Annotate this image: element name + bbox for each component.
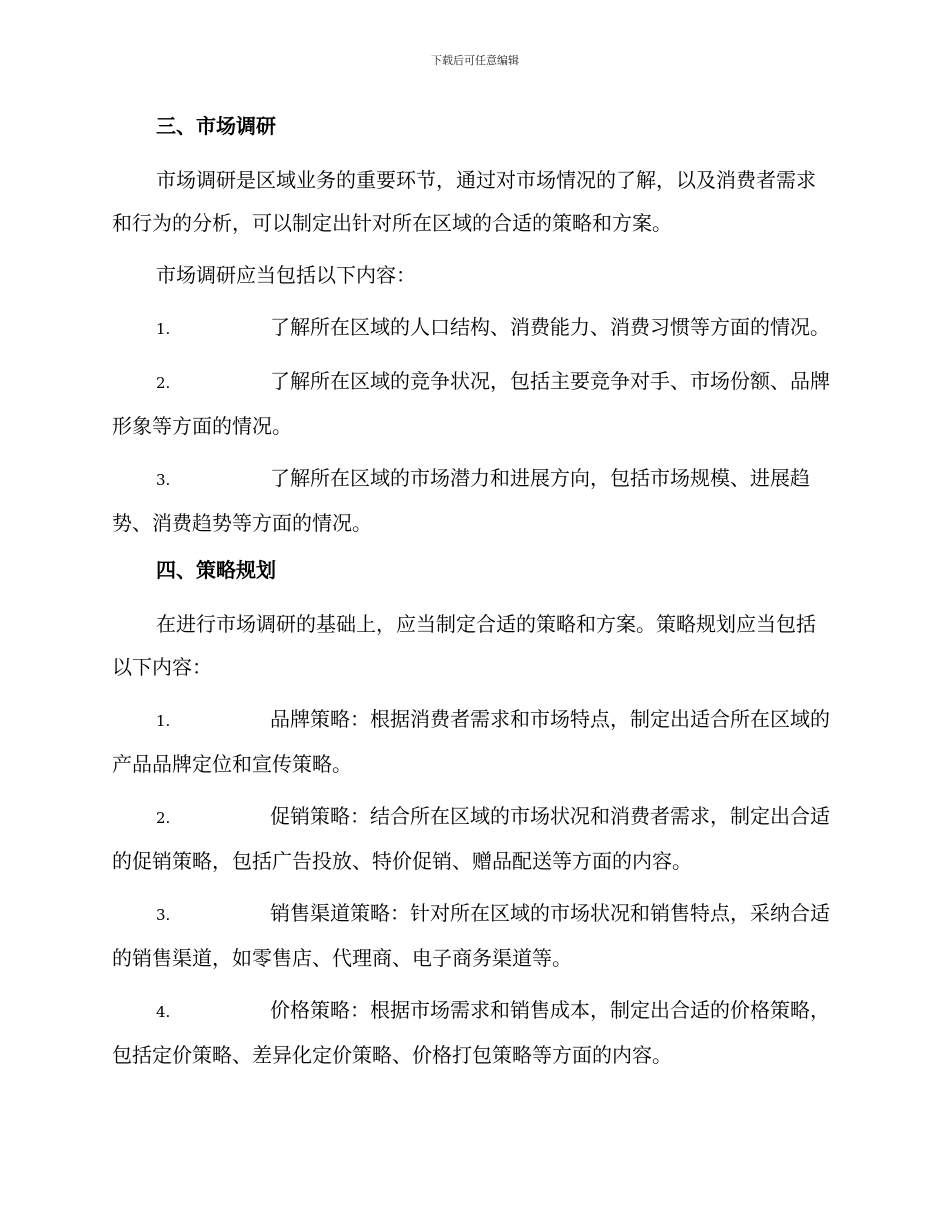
list-number: 2.	[156, 374, 171, 392]
list-number: 1.	[156, 712, 171, 730]
paragraph-market-research-intro: 市场调研是区域业务的重要环节，通过对市场情况的了解，以及消费者需求和行为的分析，可以制定出针对所在区域的合适的策略和方案。	[112, 168, 816, 235]
page-header: 下载后可任意编辑	[431, 54, 519, 67]
list-number: 4.	[156, 1003, 171, 1021]
list-number: 3.	[156, 906, 171, 924]
paragraph-strategy-intro: 在进行市场调研的基础上，应当制定合适的策略和方案。策略规划应当包括以下内容：	[112, 612, 816, 679]
list-item-text: 了解所在区域的竞争状况，包括主要竞争对手、市场份额、品牌形象等方面的情况。	[112, 369, 830, 438]
section-heading-market-research: 三、市场调研	[156, 114, 276, 138]
list-item	[112, 989, 834, 1077]
list-item-text: 销售渠道策略：针对所在区域的市场状况和销售特点，采纳合适的销售渠道，如零售店、代理商、电子商务渠道等。	[112, 901, 830, 970]
list-item-text: 了解所在区域的市场潜力和进展方向，包括市场规模、进展趋势、消费趋势等方面的情况。	[112, 466, 810, 535]
list-item	[112, 698, 834, 786]
list-item	[112, 892, 834, 980]
list-item-text: 品牌策略：根据消费者需求和市场特点，制定出适合所在区域的产品品牌定位和宣传策略。	[112, 707, 830, 776]
list-item	[112, 795, 834, 883]
list-number: 2.	[156, 809, 171, 827]
paragraph-market-research-lead: 市场调研应当包括以下内容：	[156, 263, 416, 287]
document-body	[112, 110, 834, 1086]
list-item	[112, 457, 834, 545]
section-heading-strategy-planning: 四、策略规划	[156, 558, 276, 582]
list-item	[112, 306, 834, 351]
list-item-text: 价格策略：根据市场需求和销售成本，制定出合适的价格策略，包括定价策略、差异化定价策略、价格打包策略等方面的内容。	[112, 998, 830, 1067]
list-item-text: 促销策略：结合所在区域的市场状况和消费者需求，制定出合适的促销策略，包括广告投放、特价促销、赠品配送等方面的内容。	[112, 804, 830, 873]
list-item	[112, 360, 834, 448]
list-item-text: 了解所在区域的人口结构、消费能力、消费习惯等方面的情况。	[270, 315, 830, 339]
list-number: 1.	[156, 320, 171, 338]
list-number: 3.	[156, 471, 171, 489]
